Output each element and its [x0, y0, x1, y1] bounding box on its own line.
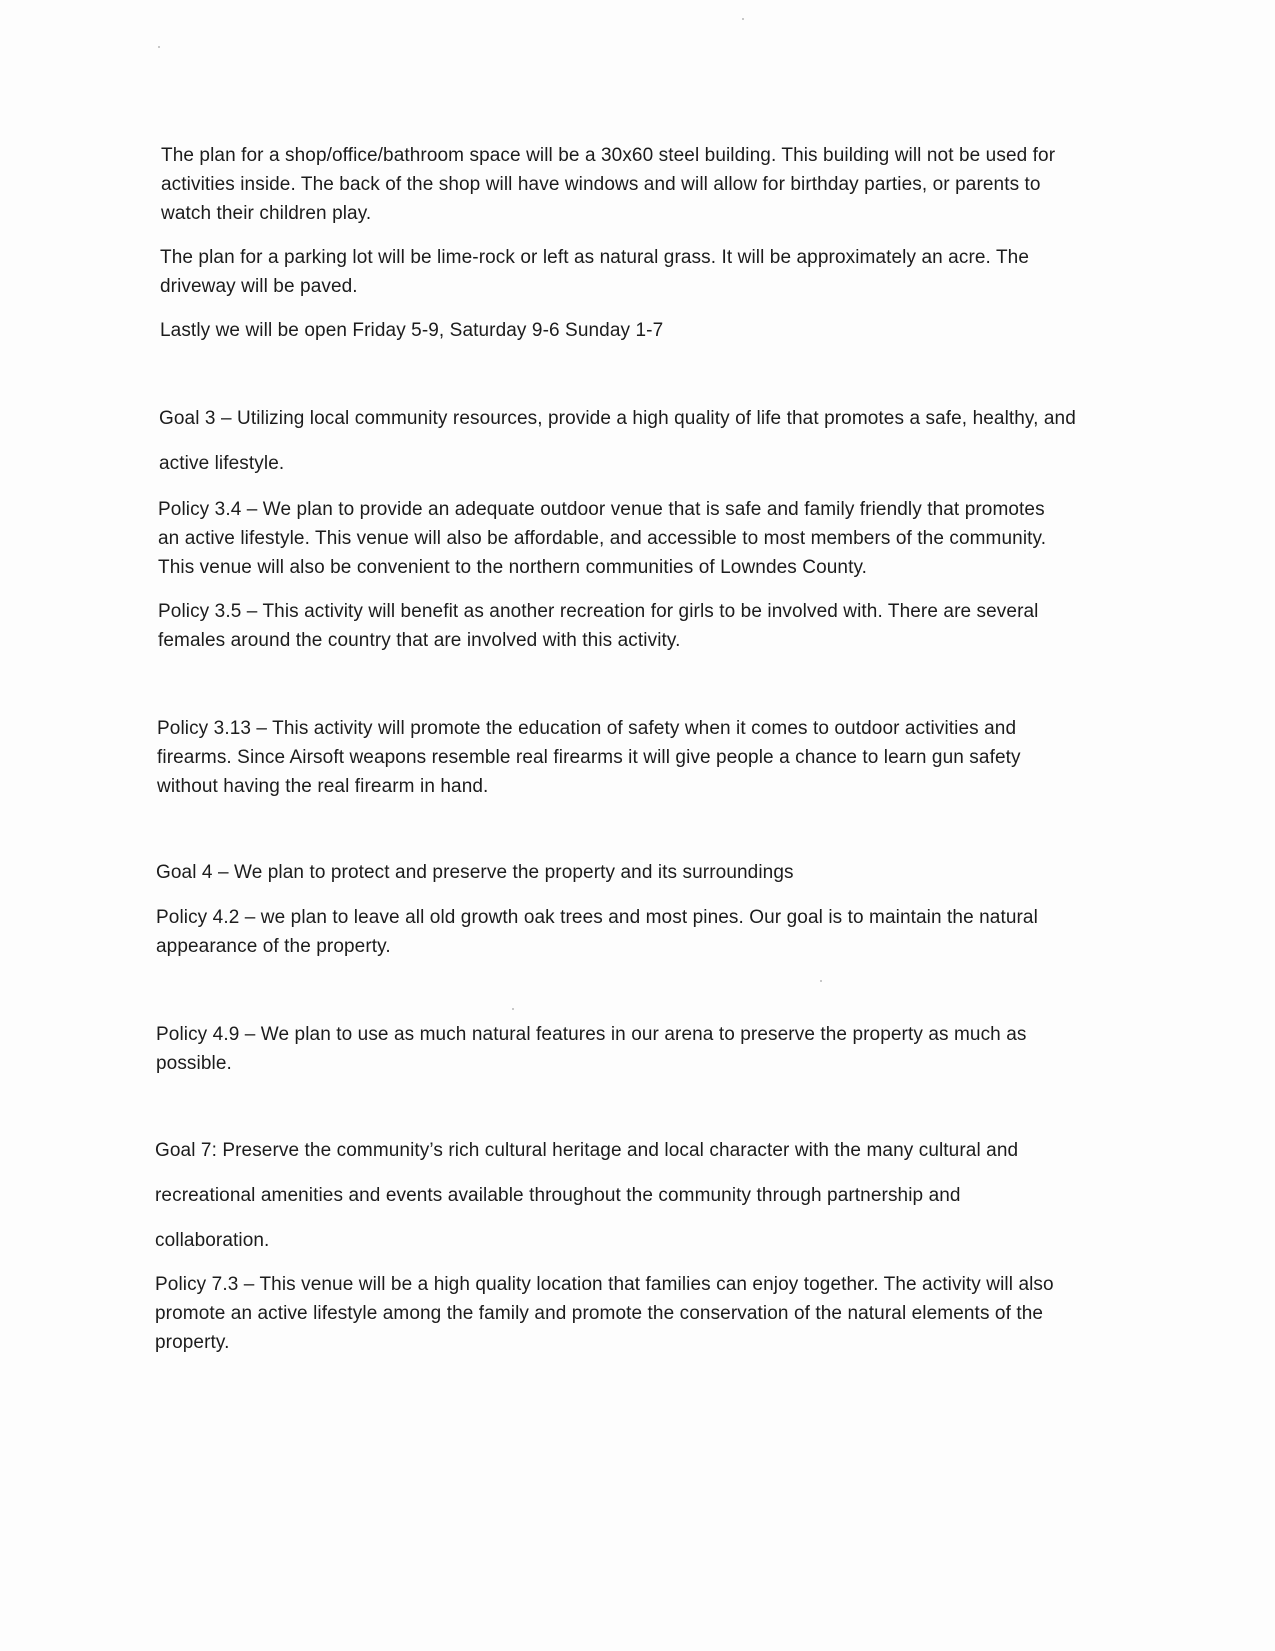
- hours-paragraph: Lastly we will be open Friday 5-9, Saturday 9-6 Sunday 1-7: [160, 320, 664, 341]
- policy-4-2-paragraph: Policy 4.2 – we plan to leave all old growth oak trees and most pines. Our goal is to maintain the natural appearance of the property.: [156, 907, 1038, 957]
- parking-lot-paragraph: The plan for a parking lot will be lime-rock or left as natural grass. It will be approximately an acre. The driveway will be paved.: [160, 247, 1029, 297]
- policy-7-3-paragraph: Policy 7.3 – This venue will be a high quality location that families can enjoy together. The activity will also promote an active lifestyle among the family and promote the conservation of the natural elements of the property.: [155, 1274, 1054, 1353]
- scan-speck: [820, 980, 822, 982]
- policy-3-4-paragraph: Policy 3.4 – We plan to provide an adequate outdoor venue that is safe and family friendly that promotes an active lifestyle. This venue will also be affordable, and accessible to most members of the community. This venue will also be convenient to the northern communities of Lowndes County.: [158, 499, 1047, 578]
- policy-4-9-paragraph: Policy 4.9 – We plan to use as much natural features in our arena to preserve the property as much as possible.: [156, 1024, 1027, 1074]
- scan-speck: [512, 1008, 514, 1010]
- goal-3-heading: Goal 3 – Utilizing local community resources, provide a high quality of life that promotes a safe, healthy, and active lifestyle.: [159, 408, 1076, 474]
- goal-4-heading: Goal 4 – We plan to protect and preserve the property and its surroundings: [156, 862, 794, 883]
- policy-3-13-paragraph: Policy 3.13 – This activity will promote the education of safety when it comes to outdoor activities and firearms. Since Airsoft weapons resemble real firearms it will give people a chance to learn gun safety without having the real firearm in hand.: [157, 718, 1021, 797]
- policy-3-5-paragraph: Policy 3.5 – This activity will benefit as another recreation for girls to be involved with. There are several females around the country that are involved with this activity.: [158, 601, 1039, 651]
- shop-building-paragraph: The plan for a shop/office/bathroom space will be a 30x60 steel building. This building will not be used for activities inside. The back of the shop will have windows and will allow for birthday parties, or parents to watch their children play.: [161, 145, 1056, 224]
- scan-speck: [158, 46, 160, 48]
- scan-speck: [742, 18, 744, 20]
- goal-7-heading: Goal 7: Preserve the community’s rich cultural heritage and local character with the many cultural and recreational amenities and events available throughout the community through partnership and collaboration.: [155, 1140, 1019, 1251]
